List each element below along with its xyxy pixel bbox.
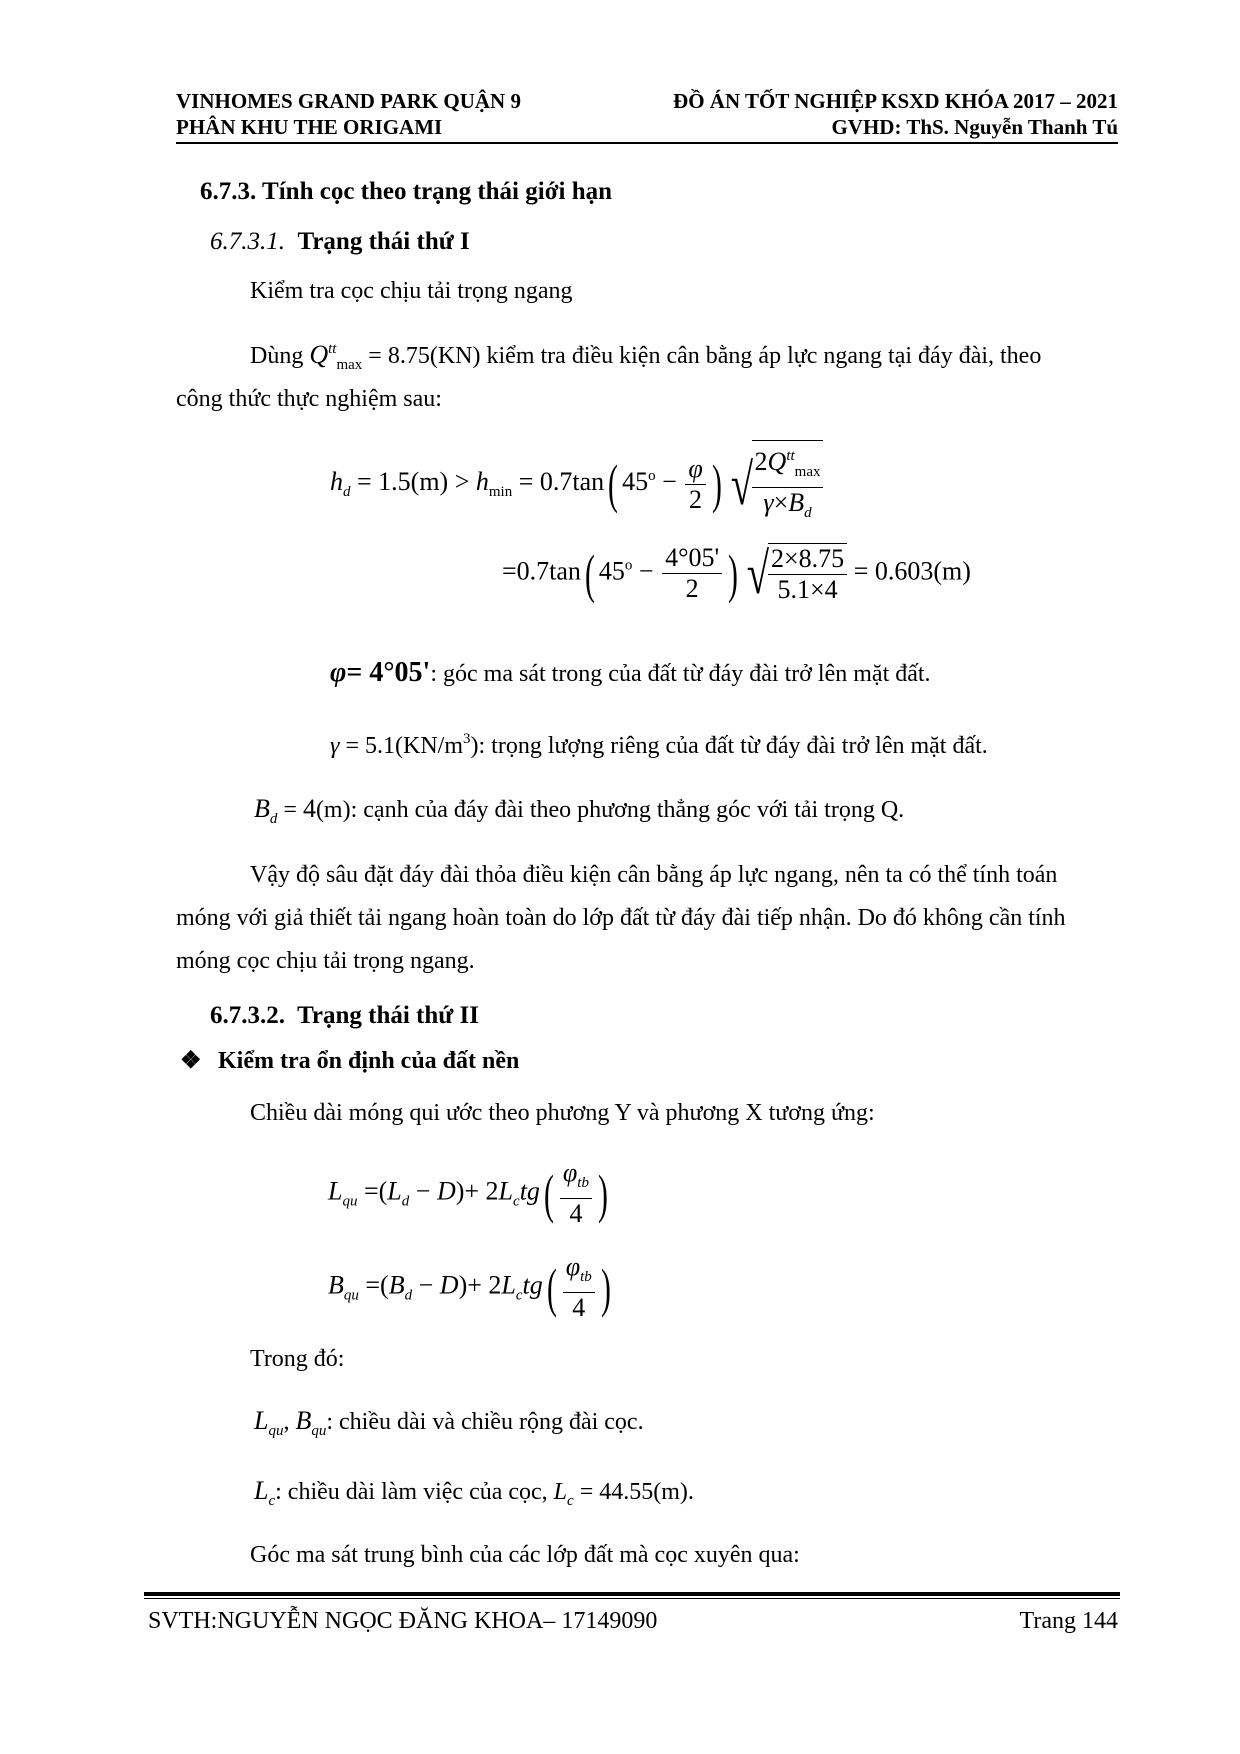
footer-student: SVTH:NGUYỄN NGỌC ĐĂNG KHOA– 17149090 xyxy=(148,1608,658,1634)
subsection-1-number: 6.7.3.1. xyxy=(210,228,285,255)
gamma-value: 5.1 xyxy=(365,733,396,759)
where-label: Trong đó: xyxy=(250,1346,345,1372)
eq2-numerator: 2×8.75 xyxy=(768,544,847,575)
lc-value: 44.55 xyxy=(599,1479,654,1505)
footer-page-number: Trang 144 xyxy=(1019,1608,1118,1634)
bullet-heading xyxy=(180,1046,519,1075)
header-thesis-line2: GVHD: ThS. Nguyễn Thanh Tú xyxy=(831,115,1118,139)
paragraph-4: Chiều dài móng qui ước theo phương Y và phương X tương ứng: xyxy=(250,1100,875,1126)
section-title: 6.7.3. Tính cọc theo trạng thái giới hạn xyxy=(200,178,613,205)
eq2-denominator: 5.1×4 xyxy=(777,574,838,604)
paragraph-1: Kiểm tra cọc chịu tải trọng ngang xyxy=(250,278,573,304)
p2-suffix: kiểm tra điều kiện cân bằng áp lực ngang tại đáy đài, theo xyxy=(486,343,1042,369)
bd-value: 4 xyxy=(302,794,316,823)
lc-definition: $L_c$: chiều dài làm việc của cọc, $L_c = 44.55(m)$. xyxy=(254,1476,694,1509)
paragraph-3-line2: móng với giả thiết tải ngang hoàn toàn do lớp đất từ đáy đài tiếp nhận. Do đó không cần tính xyxy=(176,905,1066,931)
header-thesis-line1: ĐỒ ÁN TỐT NGHIỆP KSXD KHÓA 2017 – 2021 xyxy=(673,89,1118,113)
gamma-desc: : trọng lượng riêng của đất từ đáy đài trở lên mặt đất. xyxy=(478,733,988,759)
lqu-bqu-definition: $L_{qu}$, $B_{qu}$: chiều dài và chiều rộng đài cọc. xyxy=(254,1406,644,1439)
gamma-unit: KN/m xyxy=(403,733,464,759)
equation-bqu: $B_{qu} =(B_d - D)+ 2L_ctg$( $\frac{\varphi_{tb}}{4}$ ) xyxy=(328,1252,611,1322)
p2-prefix: Dùng xyxy=(250,343,304,369)
diamond-bullet-icon: ❖ xyxy=(180,1048,202,1074)
paragraph-2-line1: Dùng $Q^{tt}_{max} = 8.75(KN)$ kiểm tra điều kiện cân bằng áp lực ngang tại đáy đài, theo xyxy=(250,340,1042,373)
paragraph-3-line3: móng cọc chịu tải trọng ngang. xyxy=(176,948,475,974)
subsection-1-heading xyxy=(210,228,470,256)
subsection-2-title: Trạng thái thứ II xyxy=(297,1002,479,1029)
paragraph-2-line2: công thức thực nghiệm sau: xyxy=(176,386,442,412)
lc-desc: : chiều dài làm việc của cọc, xyxy=(275,1479,548,1505)
hd-value: 1.5 xyxy=(378,466,411,496)
eq2-coef: 0.7 xyxy=(516,556,550,586)
phi-value: 4°05' xyxy=(369,657,431,688)
header-rule xyxy=(176,142,1118,144)
subsection-1-title: Trạng thái thứ I xyxy=(297,228,470,255)
bd-desc: : cạnh của đáy đài theo phương thẳng góc với tải trọng Q. xyxy=(350,797,905,823)
paragraph-3-line1: Vậy độ sâu đặt đáy đài thỏa điều kiện cân bằng áp lực ngang, nên ta có thể tính toán xyxy=(250,862,1058,888)
subsection-2-heading xyxy=(210,1002,479,1030)
equation-hd-check: $h_d = 1.5(m) > h_{min} = 0.7\tan$( $45^o$ − $\frac{\varphi}{2}$ ) √ $\frac{2Q^{tt}_{max}}{\gamma\times B_d}$ xyxy=(330,440,823,528)
phi-definition: φ= 4°05': góc ma sát trong của đất từ đáy đài trở lên mặt đất. xyxy=(330,657,931,688)
equation-lqu: $L_{qu} =(L_d - D)+ 2L_ctg$( $\frac{\varphi_{tb}}{4}$ ) xyxy=(328,1158,608,1228)
q-max-unit: KN xyxy=(437,343,473,369)
header-project-line1: VINHOMES GRAND PARK QUẬN 9 xyxy=(176,89,521,113)
eq2-phi: 4°05' xyxy=(662,543,722,574)
footer-rule-thin xyxy=(144,1598,1120,1599)
q-max-value: 8.75 xyxy=(387,343,430,369)
gamma-definition: $\gamma = 5.1(KN/m^3)$: trọng lượng riêng của đất từ đáy đài trở lên mặt đất. xyxy=(330,731,988,759)
eq1-angle: 45 xyxy=(622,466,649,496)
bd-definition: $B_d = 4(m)$: cạnh của đáy đài theo phương thẳng góc với tải trọng Q. xyxy=(254,794,905,827)
footer-rule-thick xyxy=(144,1592,1120,1596)
last-line: Góc ma sát trung bình của các lớp đất mà cọc xuyên qua: xyxy=(250,1542,800,1568)
bullet-title: Kiểm tra ổn định của đất nền xyxy=(218,1048,520,1074)
subsection-2-number: 6.7.3.2. xyxy=(210,1002,285,1029)
hmin-result: 0.603 xyxy=(874,556,934,586)
lqu-desc: : chiều dài và chiều rộng đài cọc. xyxy=(326,1409,644,1435)
equation-hmin-value: =0.7tan( $45^o$ − $\frac{4^\circ 05'}{2}$ ) √ $\frac{2\times 8.75}{5.1\times 4}$ = 0.603(m) xyxy=(502,541,971,606)
eq1-coef: 0.7 xyxy=(539,466,573,496)
phi-desc: : góc ma sát trong của đất từ đáy đài trở lên mặt đất. xyxy=(430,661,931,687)
header-project-line2: PHÂN KHU THE ORIGAMI xyxy=(176,115,443,139)
